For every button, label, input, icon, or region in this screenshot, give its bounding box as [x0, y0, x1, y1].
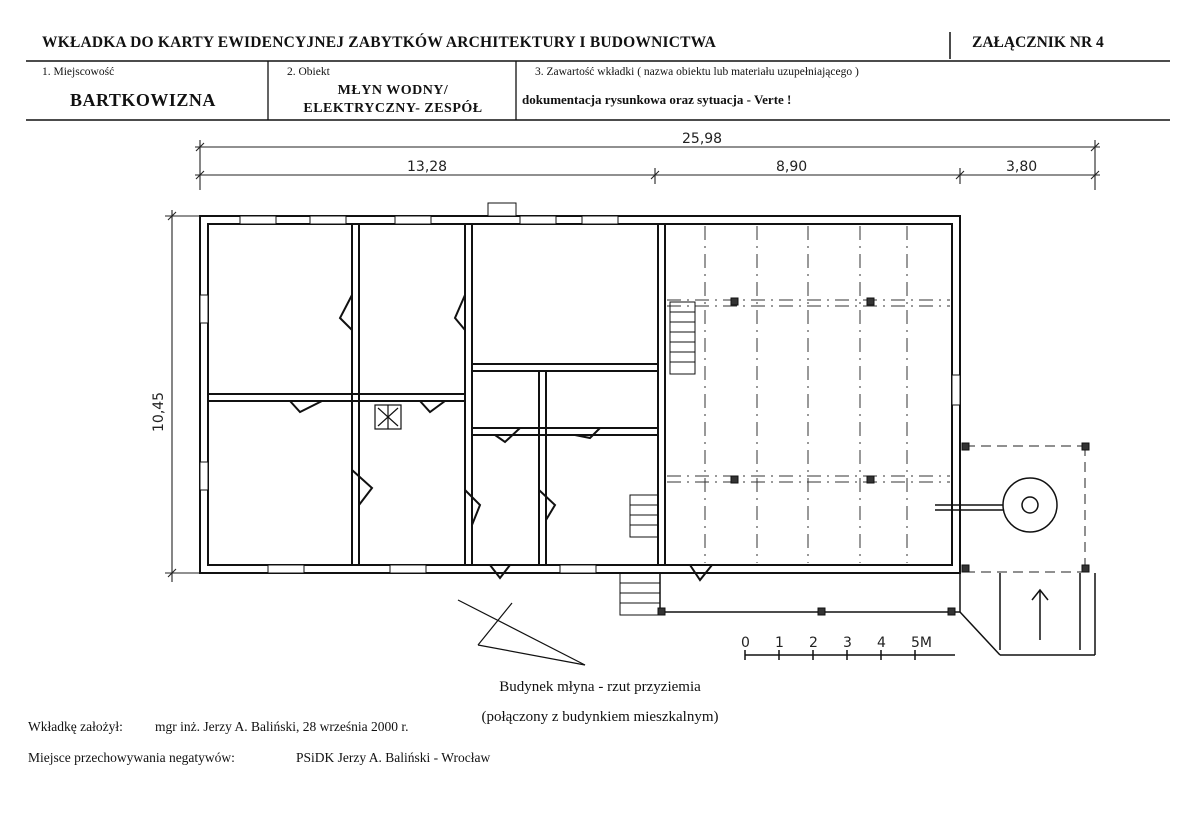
dim-total-text: 25,98: [682, 131, 723, 147]
scale-label-4: 4: [877, 635, 886, 651]
platform-posts: [658, 443, 1089, 615]
dim-c-text: 3,80: [1006, 159, 1038, 175]
storage-label: Miejsce przechowywania negatywów:: [28, 750, 235, 765]
scale-label-2: 2: [809, 635, 818, 651]
scale-labels: [741, 635, 932, 651]
building-walls: [200, 216, 960, 580]
place-label: 1. Miejscowość: [42, 66, 115, 78]
content-value: dokumentacja rysunkowa oraz sytuacja - Verte !: [522, 92, 792, 107]
columns: [731, 298, 874, 483]
north-arrow-icon: [458, 600, 585, 665]
object-value-line1: MŁYN WODNY/: [337, 83, 449, 98]
content-label: 3. Zawartość wkładki ( nazwa obiektu lub materiału uzupełniającego ): [535, 66, 859, 78]
created-label: Wkładkę założył:: [28, 719, 123, 734]
dim-b-text: 8,90: [776, 159, 808, 175]
windows: [200, 203, 960, 573]
header-frame: [26, 32, 1170, 120]
scale-bar: [745, 650, 955, 660]
annex-number: ZAŁĄCZNIK NR 4: [972, 34, 1104, 51]
caption-line2: (połączony z budynkiem mieszkalnym): [481, 709, 719, 725]
place-value: BARTKOWIZNA: [70, 90, 216, 110]
created-value: mgr inż. Jerzy A. Baliński, 28 września 2000 r.: [155, 719, 409, 734]
storage-value: PSiDK Jerzy A. Baliński - Wrocław: [296, 750, 491, 765]
mill-grid: [667, 226, 950, 563]
scale-label-3: 3: [843, 635, 852, 651]
scale-label-5m: 5M: [911, 635, 932, 651]
object-value-line2: ELEKTRYCZNY- ZESPÓŁ: [303, 101, 483, 116]
turbine: [935, 478, 1057, 532]
caption-line1: Budynek młyna - rzut przyziemia: [499, 679, 701, 695]
chimney: [375, 405, 401, 429]
scale-label-0: 0: [741, 635, 750, 651]
object-label: 2. Obiekt: [287, 66, 330, 78]
turbine-outline: [965, 446, 1085, 572]
dim-a-text: 13,28: [407, 159, 448, 175]
dim-height-text: 10,45: [151, 391, 167, 432]
form-title: WKŁADKA DO KARTY EWIDENCYJNEJ ZABYTKÓW ARCHITEKTURY I BUDOWNICTWA: [42, 34, 717, 51]
scale-label-1: 1: [775, 635, 784, 651]
